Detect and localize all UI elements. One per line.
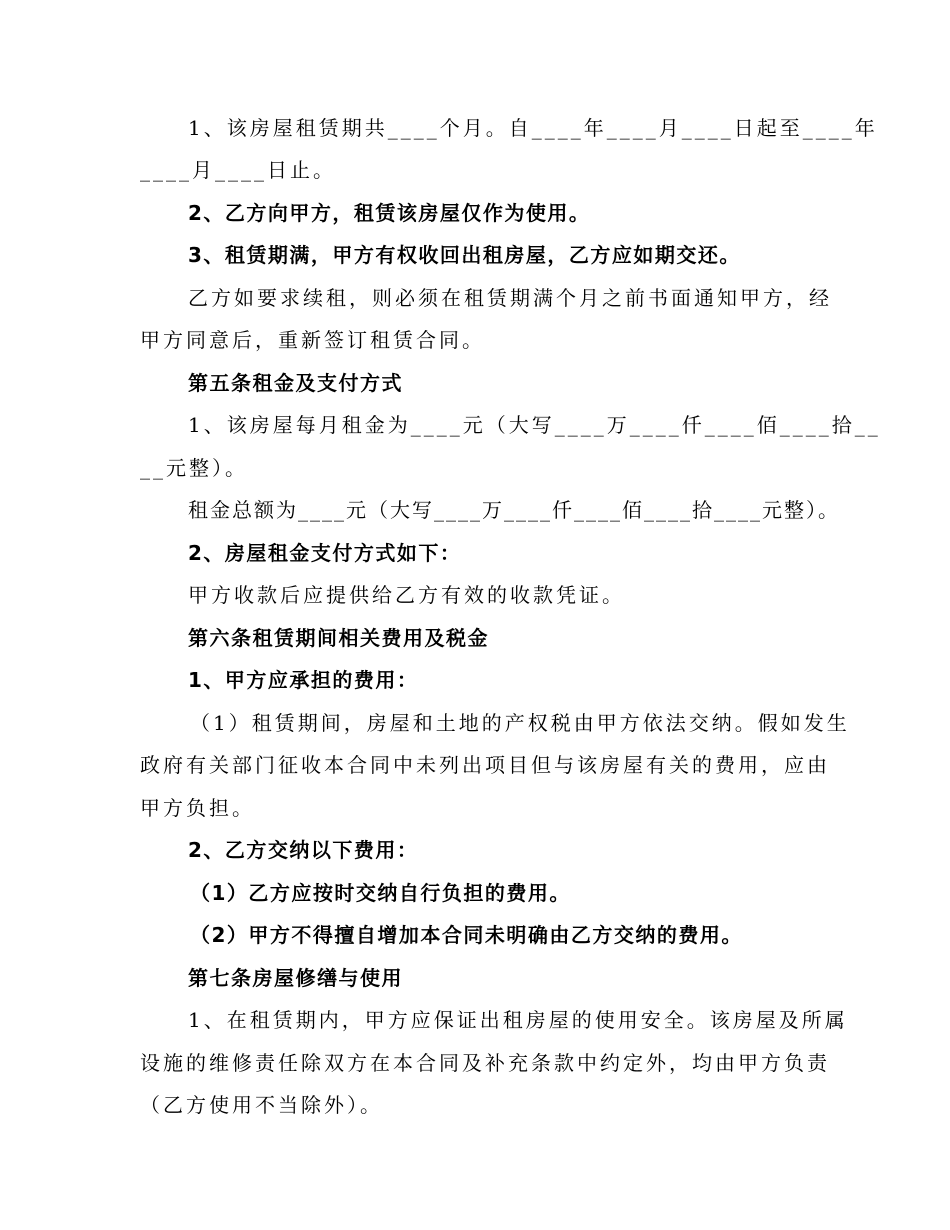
payment-method-heading: 2、房屋租金支付方式如下：: [188, 541, 462, 565]
renewal-line-1: 乙方如要求续租，则必须在租赁期满个月之前书面通知甲方，经: [188, 286, 832, 310]
section-heading-fees: 第六条租赁期间相关费用及税金: [188, 626, 489, 650]
monthly-rent-line-2: __元整）。: [140, 456, 248, 480]
receipt-line: 甲方收款后应提供给乙方有效的收款凭证。: [188, 583, 625, 607]
clause-expiry: 3、租赁期满，甲方有权收回出租房屋，乙方应如期交还。: [188, 243, 741, 267]
repair-line-3: （乙方使用不当除外）。: [140, 1093, 383, 1117]
repair-line-1: 1、在租赁期内，甲方应保证出租房屋的使用安全。该房屋及所属: [188, 1008, 848, 1032]
total-rent-line: 租金总额为____元（大写____万____仟____佰____拾____元整）。: [188, 498, 840, 522]
lease-term-line-1: 1、该房屋租赁期共____个月。自____年____月____日起至____年: [188, 116, 878, 140]
clause-usage: 2、乙方向甲方，租赁该房屋仅作为使用。: [188, 201, 591, 225]
party-b-fees-item-2: （2）甲方不得擅自增加本合同未明确由乙方交纳的费用。: [190, 923, 743, 947]
lease-term-line-2: ____月____日止。: [140, 158, 336, 182]
section-heading-rent: 第五条租金及支付方式: [188, 371, 403, 395]
section-heading-repair: 第七条房屋修缮与使用: [188, 966, 403, 990]
party-b-fees-heading: 2、乙方交纳以下费用：: [188, 838, 419, 862]
monthly-rent-line-1: 1、该房屋每月租金为____元（大写____万____仟____佰____拾__: [188, 413, 881, 437]
renewal-line-2: 甲方同意后，重新签订租赁合同。: [140, 328, 485, 352]
party-b-fees-item-1: （1）乙方应按时交纳自行负担的费用。: [190, 881, 571, 905]
party-a-fees-line-1: （1）租赁期间，房屋和土地的产权税由甲方依法交纳。假如发生: [190, 711, 850, 735]
repair-line-2: 设施的维修责任除双方在本合同及补充条款中约定外，均由甲方负责: [140, 1051, 830, 1075]
party-a-fees-line-2: 政府有关部门征收本合同中未列出项目但与该房屋有关的费用，应由: [140, 753, 830, 777]
party-a-fees-heading: 1、甲方应承担的费用：: [188, 668, 419, 692]
party-a-fees-line-3: 甲方负担。: [140, 796, 255, 820]
